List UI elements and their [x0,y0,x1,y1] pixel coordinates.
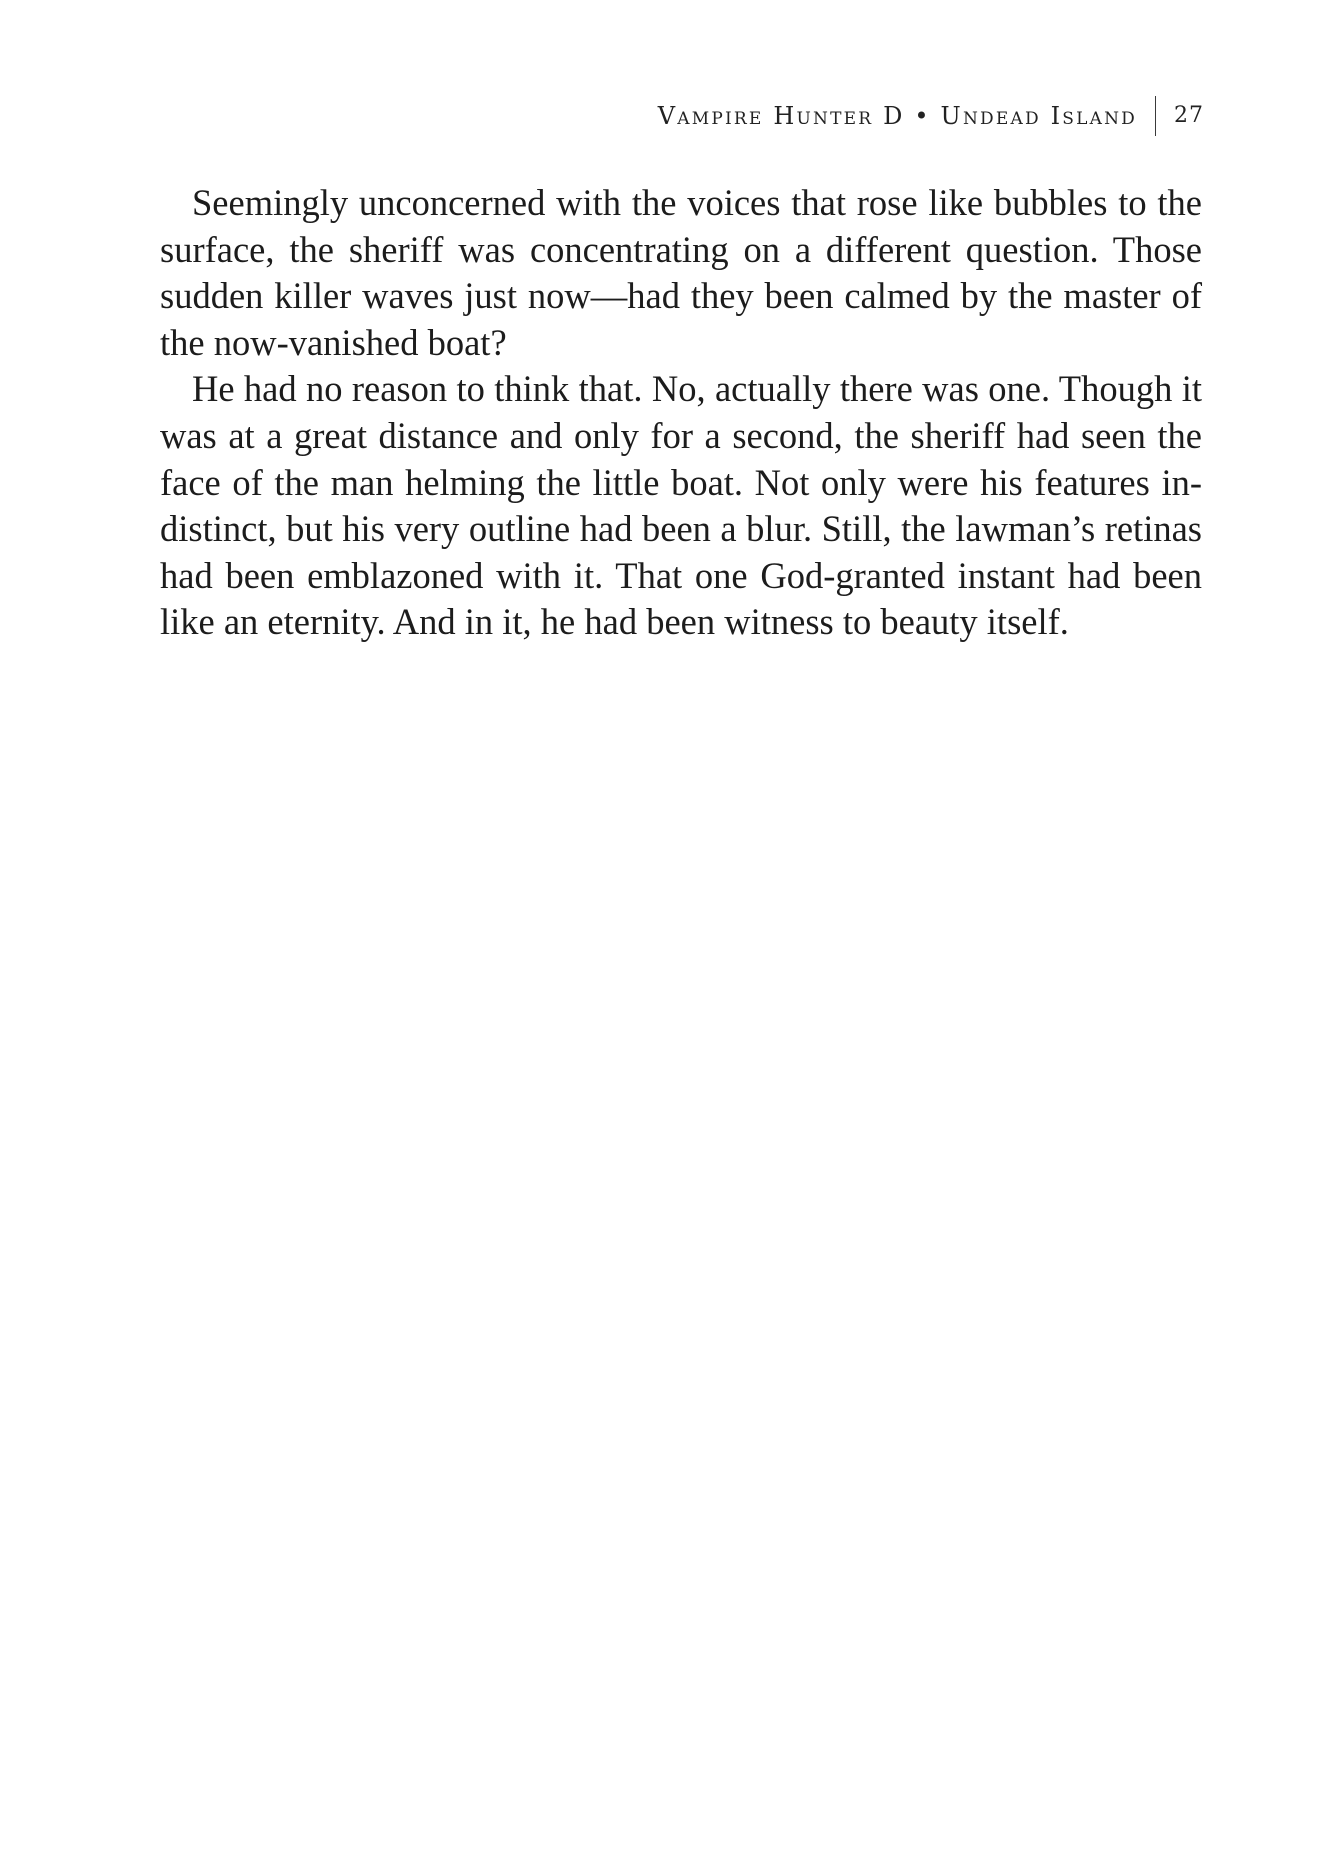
header-divider [1155,96,1156,136]
paragraph: Seemingly unconcerned with the voices that rose like bubbles to the surface, the sheriff was concentrating on a different question. Those sudden killer waves just now—had they been calmed by the master of the now-vanished boat? [160,182,1202,363]
paragraph: He had no reason to think that. No, actually there was one. Though it was at a great distance and only for a second, the sheriff had seen the face of the man helming the little boat. Not only were his features indistinct, but his very outline had been a blur. Still, the lawman’s retinas had been emblazoned with it. That one God-granted instant had been like an eternity. And in it, he had been witness to beauty itself. [160,368,1202,643]
running-header [658,98,1204,134]
body-text [160,180,1202,646]
running-title: Vampire Hunter D • Undead Island [657,102,1137,130]
page-number: 27 [1174,103,1204,128]
